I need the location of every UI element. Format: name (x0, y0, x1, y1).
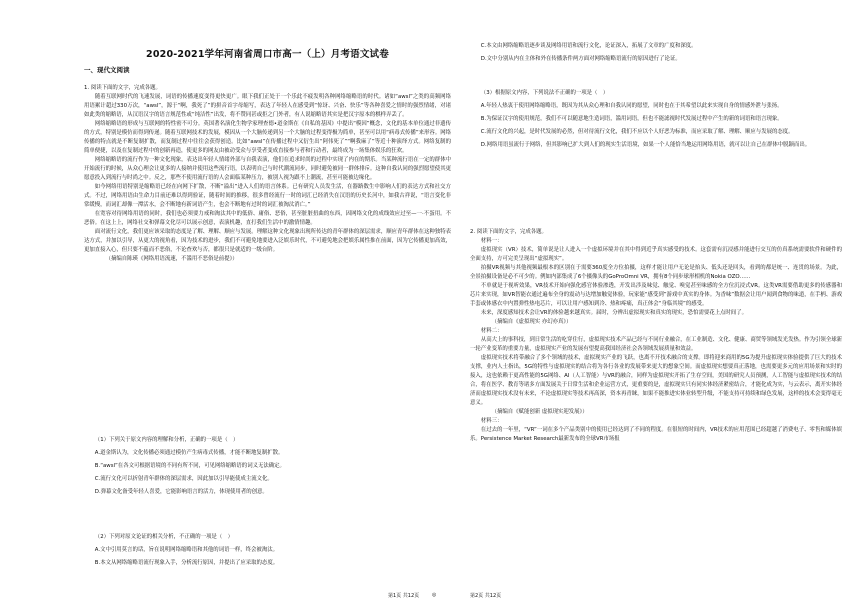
passage-source: （摘编自陈瑛《网络用语流速，不滥用不恶俗是前提》） (105, 256, 238, 262)
question-stem: （1）下列关于原文内容的理解和分析，正确的一项是（ ） (94, 437, 239, 443)
passage-paragraph: 网络缩略语的形成与互联网的特性密不可分。英国著名演化生物学家理查德•道金斯在《自私的基因》中提出“模因”概念，文化的基本单位通过非遗传的方式，特别是模仿而得到传递。随着互联网技术的发展，模因从一个大脑传递到另一个大脑的过程变得极为简单，甚至可以用“病毒式传播”来形容。网络传播的特点就是不断复制扩散，而复制过程中往往会获得创造。比如“awsl”在传播过程中又衍生出“阿伟死了”“啊我麻了”等近十种演绎方式。网络复制的简单便捷，以及在复制过程中的创新再造，使更多的网友由被动受众与享受者变成直接参与者和行动者，最终成为一场集体娱乐的狂欢。 (84, 121, 451, 154)
passage-paragraph: 在宽容对待网络用语的同时，我们也必须要力戒和淘汰其中的低俗、庸俗、恶俗，甚至脏脏扭曲的东西，因网络文化的成线效应过至—一·不蛋用。不恶俗。在这上上，网络社交和弹幕文化尽可以展示创意，表演机趣，直打我们生活中的激情情趣。 (84, 211, 451, 226)
question-intro: 2. 阅读下面的文字，完成各题。 (470, 229, 547, 235)
passage-paragraph: 随着互联网时代的飞速发展，词语的传播速度变得更快更广。眼下我们正处于一个乐此不疲发明各种网络缩略语的时代。诸如“awsl”之类的高频网络用语累计超过330万次，“awsl”，源于“啊，我死了”的拼音首字母缩写，表达了年轻人在感受到“惊讶、兴奋、快乐”等各种喜爱之情时的强烈情绪，对诸如此类的缩略语，从汉语汉字的语言规范性或“纯洁性”出发，将不赞同甚或拒之门外者，有人说缩略语其实是把汉字原本的棋样弄丢了。 (84, 94, 451, 118)
passage-paragraph: 未来，深度感知技术会让VR的体验越来越真实。届时，分辨出虚拟现实和真实的现实，恐怕需要花上点时间了。 (480, 310, 747, 316)
option-d: D.文中分别从内在主体和外在传播条件两方面对网络缩略语流行的原因进行了论证。 (480, 56, 681, 62)
passage-paragraph: 在过去的一年里，“VR”一词在多个产品类别中的使用已经达到了不同的程度。在很短的时间内，VR技术的应用范围已经超越了消费电子、零售和媒体娱乐。Persistence Market Research最新发布的全球VR市场报 (470, 427, 842, 442)
passage-paragraph: 虚拟现实（VR）技术，简单说是让人进入一个虚拟环境并在其中得到近乎真实感受的技术。这套需有沉浸感并能进行交互的仿真系统需要软件和硬件的全面支持，方可完美呈现出“虚拟现实”。 (470, 247, 842, 262)
option-a: A.年轻人热衷于使用网络缩略语，既因为其从众心理和自我认同的愿望，同时也在于其希望以此来实现自身的情感外泄与张扬。 (480, 103, 783, 109)
question-1-passage (84, 84, 451, 264)
passage-paragraph: 面对流行文化，我们更应该采取的态度是了解、理解、顺应与发展。理解这种文化现象出现所传达的青年群体的深层需求，顺应青年群体在这种独特表达方式，并加以引导，从更大的视角看，因为技术的进步，我们不可避免地要进入泛娱乐时代，不可避免地会把娱乐属性推在前面，因为它传播更加高效，更加直接入心，但只要不蕴而不恶俗，不论查欢与否，都很只是就适的一级台阶。 (84, 229, 451, 253)
option-a: A.文中引用莫言的话，旨在说明网络缩略语和其他的词语一样，终会被淘汰。 (94, 547, 278, 553)
passage-paragraph: 不单就是于视听效果，VR技术开始向强化感官体验渗透，开发出涉及味觉、触觉、嗅觉甚至味感的全方位沉浸式VR。这类VR需要借助更多的传感器和芯片来实现，如VR智能衣通过遍布全身的震动与达增加触觉体验，玩家能“感受到”游戏中真实的身体。为香味”数据会让用户闻到食物的味道，在手柄、游戏手套或体感衣中内置弹性热电芯片，可以让用户感知到冷、热和疼痛，真正体会“身临其境”的感受。 (470, 283, 842, 307)
passage-source: （摘编自《虚拟现实 亦幻亦真》） (491, 319, 572, 325)
option-c: C.流行文化可以折射青年群体的深层需求，因此加以引导能使成主流文化。 (94, 476, 273, 482)
material-label: 材料二： (480, 328, 503, 334)
passage-paragraph: 如今网络用语特别是缩略语已经在向网下扩散，不断“溢出”进入人们的语言体系。已有研究人员发生活，在器路数生中影响人们的表达方式和社交方式。不过，网络用语由生命力目前还难以得到验证，随着时间的推移，很多曾经流行一时的词汇已经消失在汉语的历史长河中，如我古祥说，“语言变化非常缓慢，而词汇却像一潭活水，会不断地有新词语产生，也会不断地有过时的词汇被淘汰消亡。” (84, 184, 451, 208)
option-c: C.流行文化的兴起，是时代发展的必然，但对待流行文化，我们不应以个人好恶为标准，而应采取了解、理解、顺应与发展的态度。 (480, 129, 794, 135)
option-b: B.本文从网络缩略语流行现象入手，分析流行原因，并提出了应采取的态度。 (94, 560, 279, 566)
passage-paragraph: 网络缩略语的流行作为一种文化现象，表达出年轻人情绪外部与自我表演，他们在追求时尚的过程中实现了内在的期乐。当某种流行语在一定的群体中开始流行的时候，从众心理会让更多的人接纳并使用这些流行语，以表明自己与时代潮流同步，同时避免被同一群体排斥。这种自我认同的强烈愿望使其更愿意投入到流行与时尚之中。反之，那些不使用流行语的人会面临某种压力，被别人视为跟不上潮流，甚至可能被边缘化。 (84, 157, 451, 181)
question-stem: （2）下列对原文论证的相关分析，不正确的一项是（ ） (94, 534, 233, 540)
option-c: C.本文由网络缩略语逐步谈及网络用语和流行文化，论证深入，拓展了文章的广度和深度。 (480, 43, 697, 49)
question-1-sub-1 (84, 436, 451, 497)
page-number-right: 第2页 共12页 (470, 593, 502, 599)
question-2-passage (470, 228, 842, 444)
passage-paragraph: 虚拟现实技术将带融合了多个领域的技术，虚拟现实产业的飞跃，也离不开技术融合的支撑。即将迎来商用的5G为提升虚拟现实体验提供了巨大的技术支撑，业内人士指出，5G的特性与虚拟现实的结合将为各行各业的发展带来更大的想象空间。而虚拟现实想要真正落地，也需要更多元的应用场景和实时的接入，这也依赖于更高性能的5G网络、AI（人工智能）与VR的融合，同样为虚拟现实开拓了生存空间，美国的研究人员预测，人工智能与虚拟现实技术的结合，将在医学、教育等诸多方面发展关于日常生活和企业运营方式，更重要的是，虚拟现实只有同实体经济紧密结合，才能化成为实，与云表示，离开实体经济而虚拟现实技术没有未来，不论虚拟现实等技术再高深，资本再青睐，如果不能推进实体业转型升级，不能支持可持续和绿色发展，这样的技术会变得毫无意义。 (470, 355, 842, 406)
question-1-sub-3 (470, 89, 842, 150)
passage-paragraph: 拍摄VR视频与其他视频最根本的区别在于需要360度全方位拍摄，这样才能让用户无论是抬头、低头还是回头，看到的都是统一、连贯的场景。为此，全景拍摄设备是必不可少的。例如内部集成了6个摄像头的GoProOmni VR，拥有8个同步球形相机的Nokia OZO…… (470, 265, 842, 280)
question-1-sub-2-continued (470, 42, 842, 64)
question-intro: 1. 阅读下面的文字，完成各题。 (84, 85, 161, 91)
option-b: B.为保证汉字的使用规范，我们不可以随意地生造词语，滥用词语，但也不能滤视时代发展过程中产生的新的词语和语言现象。 (480, 116, 783, 122)
page-number-left: 第1页 共12页 (388, 593, 420, 599)
binding-mark: ◎ (432, 592, 437, 598)
material-label: 材料三： (480, 418, 503, 424)
option-d: D.弹幕文化备受年轻人喜爱，它能影响语言的活力，体现使用者的创意。 (94, 489, 268, 495)
option-d: D.网络用语虽流行于网络，但其影响已扩大到人们的现实生活语境，如果一个人能恰当地运用网络用语，就可以让自己在群体中脱颖而出。 (480, 142, 811, 148)
option-b: B.“awsl”在各文可根据语境的不同有所不同，可见网络缩略语的词义无法确定。 (94, 463, 285, 469)
passage-paragraph: 从高大上的事科技，到日常生活的吃穿住行，虚拟现实技术产品已经与不同行业融合，在工业制造、文化、健康、商贸等领域发光发热。作为引领全球新一轮产业变革的重要力量，虚拟现实产业的发展有望提高我国经济社会各领域发展质量和效益。 (470, 337, 842, 352)
question-stem: （3）根据原文内容，下列说法不正确的一项是（ ） (480, 90, 609, 96)
passage-source: （摘编自《赋能创新 虚拟现实迎发展》） (491, 409, 588, 415)
option-a: A.道金斯认为，文化传播必须通过模仿产生病毒式传播，才能不断地复制扩散。 (94, 450, 284, 456)
section-heading: 一、现代文阅读 (84, 66, 130, 74)
material-label: 材料一： (480, 238, 503, 244)
document-title: 2020-2021学年河南省周口市高一（上）月考语文试卷 (146, 49, 389, 60)
question-1-sub-2 (84, 533, 451, 568)
